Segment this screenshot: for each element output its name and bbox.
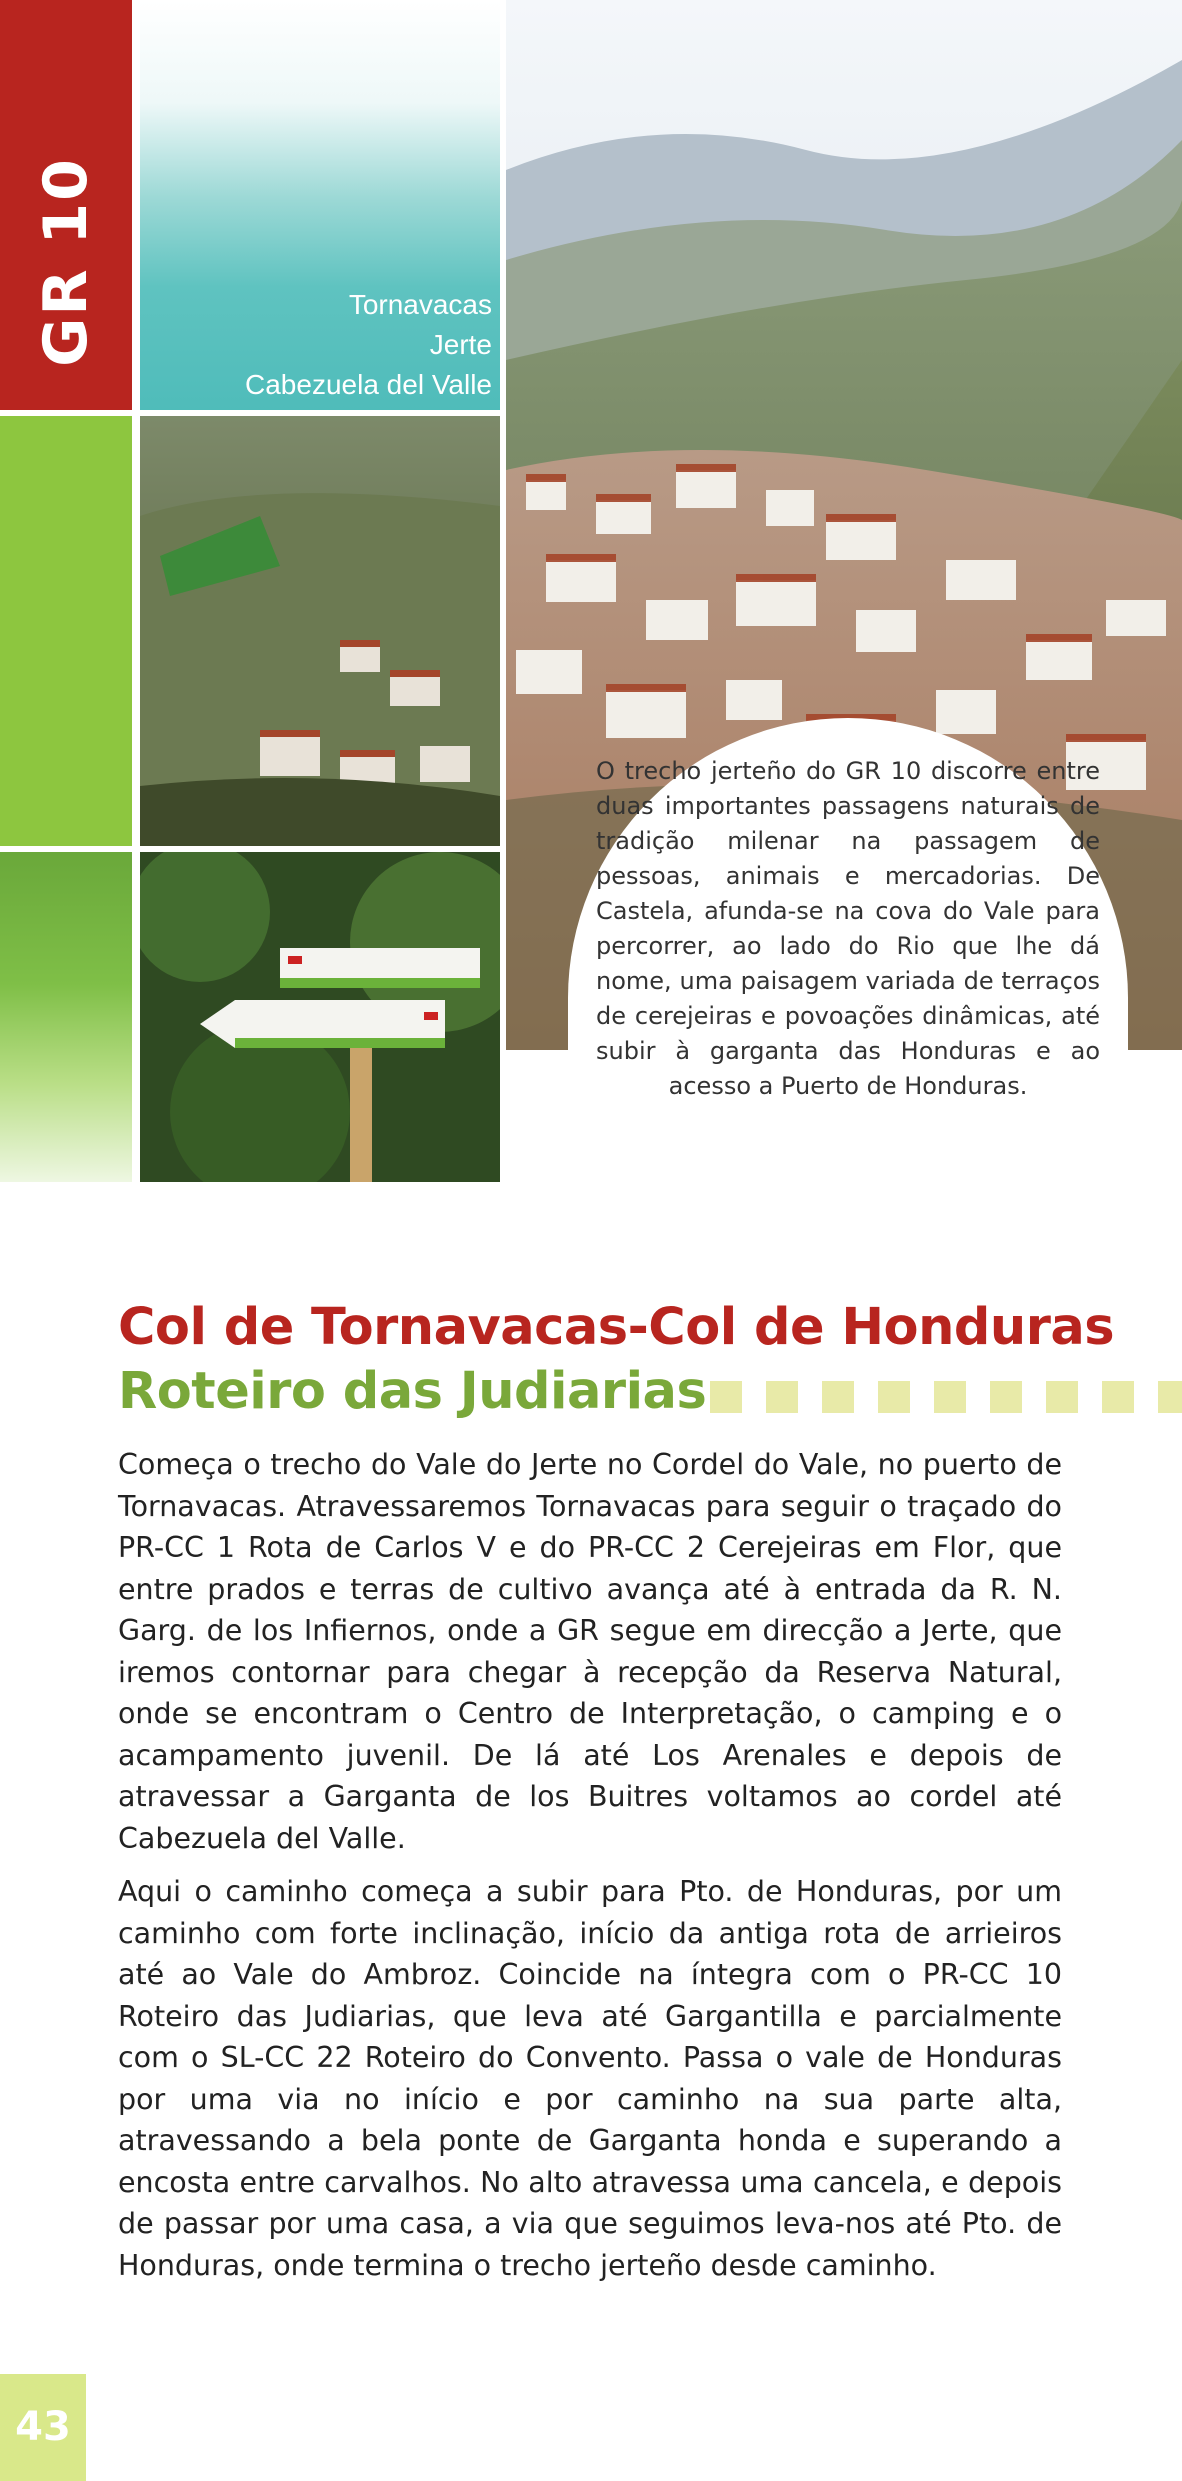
route-badge-label: GR 10: [31, 157, 101, 367]
intro-box: [568, 718, 1128, 1218]
decor-square: [822, 1381, 854, 1413]
decor-square: [878, 1381, 910, 1413]
decor-square: [1158, 1381, 1182, 1413]
intro-text: O trecho jerteño do GR 10 discorre entre duas importantes passagens naturais de tradição milenar na passagem de pessoas, animais e mercadorias. De Castela, afunda-se na cova do Vale para percorrer, ao lado do Rio que lhe dá nome, uma paisagem variada de terraços de cerejeiras e povoações dinâmicas, até subir à garganta das Honduras e ao acesso a Puerto de Honduras.: [596, 757, 1100, 1100]
decor-square: [766, 1381, 798, 1413]
decor-square: [990, 1381, 1022, 1413]
town-name: Tornavacas: [348, 289, 492, 320]
decor-square: [934, 1381, 966, 1413]
decorative-squares: [710, 1381, 1182, 1415]
route-badge-tab: [0, 0, 132, 410]
orchard-photo-image: [140, 416, 500, 846]
body-paragraph: Começa o trecho do Vale do Jerte no Cordel do Vale, no puerto de Tornavacas. Atravessaremos Tornavacas para seguir o traçado do PR-CC 1 Rota de Carlos V e do PR-CC 2 Cerejeiras em Flor, que entre prados e terras de cultivo avança até à entrada da R. N. Garg. de los Infiernos, onde a GR segue em direcção a Jerte, que iremos contornar para chegar à recepção da Reserva Natural, onde se encontram o Centro de Interpretação, o camping e o acampamento juvenil. De lá até Los Arenales e depois de atravessar a Garganta de los Buitres voltamos ao cordel até Cabezuela del Valle.: [118, 1448, 1062, 1855]
body-paragraph: Aqui o caminho começa a subir para Pto. de Honduras, por um caminho com forte inclinação, início da antiga rota de arrieiros até ao Vale do Ambroz. Coincide na íntegra com o PR-CC 10 Roteiro das Judiarias, que leva até Gargantilla e parcialmente com o SL-CC 22 Roteiro do Convento. Passa o vale de Honduras por uma via no início e por caminho na sua parte alta, atravessando a bela ponte de Garganta honda e superando a encosta entre carvalhos. No alto atravessa uma cancela, e depois de passar por uma casa, a via que seguimos leva-nos até Pto. de Honduras, onde termina o trecho jerteño desde caminho.: [118, 1875, 1062, 2282]
green-color-block: [0, 416, 132, 846]
town-name: Jerte: [429, 329, 492, 360]
towns-caption-block: [140, 0, 500, 410]
decor-square: [710, 1381, 742, 1413]
body-text: [118, 1444, 1062, 2298]
town-name: Cabezuela del Valle: [245, 369, 492, 400]
page-number: 43: [0, 2374, 86, 2481]
trail-sign-image: [140, 852, 500, 1182]
decor-square: [1102, 1381, 1134, 1413]
town-list: [245, 285, 492, 405]
decor-square: [1046, 1381, 1078, 1413]
section-title: Col de Tornavacas-Col de Honduras: [118, 1298, 1115, 1357]
trail-sign-photo: [140, 852, 500, 1182]
orchard-valley-photo: [140, 416, 500, 846]
green-grass-photo: [0, 852, 132, 1182]
section-subtitle: Roteiro das Judiarias: [118, 1362, 707, 1421]
